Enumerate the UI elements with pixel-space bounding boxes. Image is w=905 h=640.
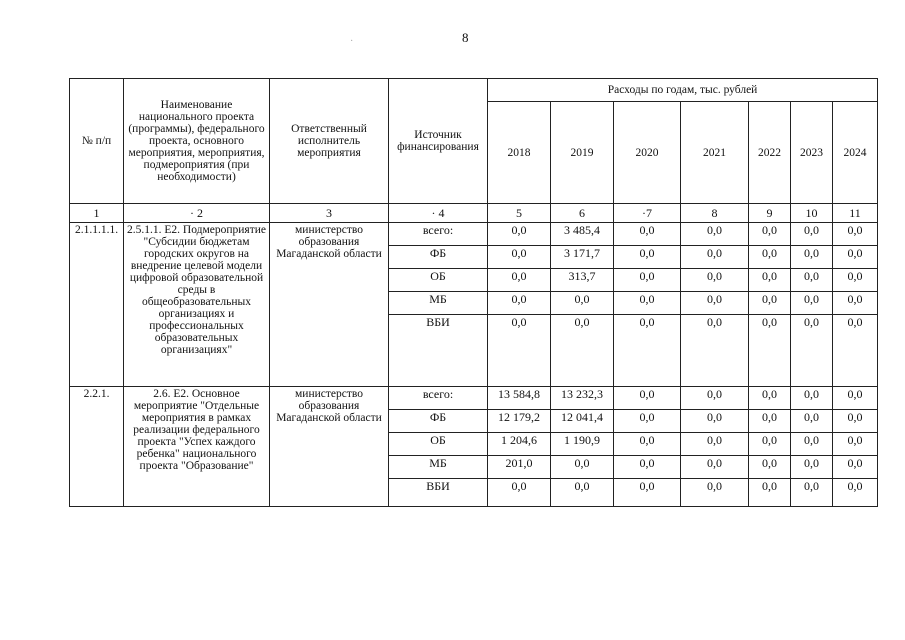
funding-source: ВБИ	[389, 315, 488, 387]
amount-cell: 313,7	[551, 269, 614, 292]
amount-cell: 0,0	[488, 246, 551, 269]
amount-cell: 0,0	[681, 387, 749, 410]
amount-cell: 0,0	[791, 315, 833, 387]
column-number: 8	[681, 204, 749, 223]
amount-cell: 0,0	[833, 269, 878, 292]
page-number: 8	[462, 30, 469, 45]
column-number: 1	[70, 204, 124, 223]
row-responsible: министерство образования Магаданской области	[270, 223, 389, 387]
amount-cell: 0,0	[614, 433, 681, 456]
amount-cell: 0,0	[833, 456, 878, 479]
amount-cell: 0,0	[681, 223, 749, 246]
amount-cell: 3 171,7	[551, 246, 614, 269]
amount-cell: 0,0	[681, 433, 749, 456]
amount-cell: 12 179,2	[488, 410, 551, 433]
header-year-2020: 2020	[614, 102, 681, 204]
header-year-2021: 2021	[681, 102, 749, 204]
amount-cell: 0,0	[681, 410, 749, 433]
amount-cell: 0,0	[614, 315, 681, 387]
amount-cell: 0,0	[791, 292, 833, 315]
header-name: Наименование национального проекта (программы), федерального проекта, основного мероприятия, мероприятия, подмероприятия (при необходимости)	[124, 79, 270, 204]
row-responsible: министерство образования Магаданской области	[270, 387, 389, 507]
scan-speck: ·	[350, 36, 354, 47]
amount-cell: 12 041,4	[551, 410, 614, 433]
amount-cell: 0,0	[551, 315, 614, 387]
amount-cell: 0,0	[749, 410, 791, 433]
column-number: 9	[749, 204, 791, 223]
amount-cell: 0,0	[833, 410, 878, 433]
amount-cell: 0,0	[614, 387, 681, 410]
amount-cell: 0,0	[681, 246, 749, 269]
amount-cell: 0,0	[488, 315, 551, 387]
column-number: · 2	[124, 204, 270, 223]
column-number: 3	[270, 204, 389, 223]
column-number: 6	[551, 204, 614, 223]
column-number-row	[70, 204, 878, 223]
column-number: 10	[791, 204, 833, 223]
amount-cell: 0,0	[749, 387, 791, 410]
amount-cell: 0,0	[833, 387, 878, 410]
amount-cell: 1 204,6	[488, 433, 551, 456]
amount-cell: 13 584,8	[488, 387, 551, 410]
amount-cell: 0,0	[749, 292, 791, 315]
amount-cell: 0,0	[681, 479, 749, 507]
funding-source: ОБ	[389, 269, 488, 292]
amount-cell: 0,0	[749, 479, 791, 507]
header-year-2024: 2024	[833, 102, 878, 204]
amount-cell: 0,0	[791, 223, 833, 246]
column-number: 11	[833, 204, 878, 223]
header-year-2018: 2018	[488, 102, 551, 204]
amount-cell: 0,0	[614, 246, 681, 269]
amount-cell: 0,0	[681, 315, 749, 387]
amount-cell: 0,0	[791, 246, 833, 269]
amount-cell: 0,0	[749, 315, 791, 387]
amount-cell: 201,0	[488, 456, 551, 479]
header-source: Источник финансирования	[389, 79, 488, 204]
funding-source: ФБ	[389, 410, 488, 433]
funding-source: ОБ	[389, 433, 488, 456]
financing-table	[69, 78, 878, 507]
amount-cell: 0,0	[614, 479, 681, 507]
amount-cell: 0,0	[833, 315, 878, 387]
amount-cell: 3 485,4	[551, 223, 614, 246]
row-name: 2.5.1.1. Е2. Подмероприятие "Субсидии бюджетам городских округов на внедрение целевой модели цифровой образовательной среды в общеобразовательных организациях и профессиональных образовательных организациях"	[124, 223, 270, 387]
column-number: · 4	[389, 204, 488, 223]
amount-cell: 0,0	[791, 269, 833, 292]
table-row	[70, 387, 878, 410]
header-year-2019: 2019	[551, 102, 614, 204]
amount-cell: 0,0	[833, 223, 878, 246]
row-number: 2.2.1.	[70, 387, 124, 507]
amount-cell: 0,0	[681, 292, 749, 315]
header-year-2022: 2022	[749, 102, 791, 204]
amount-cell: 0,0	[614, 269, 681, 292]
amount-cell: 0,0	[614, 410, 681, 433]
amount-cell: 0,0	[791, 410, 833, 433]
amount-cell: 0,0	[614, 223, 681, 246]
amount-cell: 0,0	[791, 479, 833, 507]
funding-source: всего:	[389, 387, 488, 410]
funding-source: ВБИ	[389, 479, 488, 507]
amount-cell: 13 232,3	[551, 387, 614, 410]
amount-cell: 0,0	[681, 456, 749, 479]
header-expenses-group: Расходы по годам, тыс. рублей	[488, 79, 878, 102]
amount-cell: 0,0	[791, 433, 833, 456]
amount-cell: 0,0	[833, 479, 878, 507]
row-name: 2.6. Е2. Основное мероприятие "Отдельные мероприятия в рамках реализации федерального проекта "Успех каждого ребенка" национального проекта "Образование"	[124, 387, 270, 507]
header-responsible: Ответственный исполнитель мероприятия	[270, 79, 389, 204]
amount-cell: 0,0	[791, 387, 833, 410]
amount-cell: 0,0	[749, 246, 791, 269]
amount-cell: 0,0	[488, 223, 551, 246]
table-row	[70, 223, 878, 246]
amount-cell: 0,0	[749, 269, 791, 292]
amount-cell: 0,0	[488, 292, 551, 315]
amount-cell: 0,0	[551, 292, 614, 315]
amount-cell: 0,0	[488, 269, 551, 292]
amount-cell: 0,0	[791, 456, 833, 479]
funding-source: ФБ	[389, 246, 488, 269]
amount-cell: 0,0	[551, 479, 614, 507]
amount-cell: 1 190,9	[551, 433, 614, 456]
amount-cell: 0,0	[749, 433, 791, 456]
column-number: 5	[488, 204, 551, 223]
header-num: № п/п	[70, 79, 124, 204]
column-number: ·7	[614, 204, 681, 223]
funding-source: МБ	[389, 292, 488, 315]
amount-cell: 0,0	[833, 433, 878, 456]
amount-cell: 0,0	[551, 456, 614, 479]
amount-cell: 0,0	[681, 269, 749, 292]
amount-cell: 0,0	[749, 456, 791, 479]
funding-source: МБ	[389, 456, 488, 479]
amount-cell: 0,0	[833, 246, 878, 269]
funding-source: всего:	[389, 223, 488, 246]
amount-cell: 0,0	[614, 456, 681, 479]
header-row-top	[70, 79, 878, 102]
amount-cell: 0,0	[614, 292, 681, 315]
amount-cell: 0,0	[833, 292, 878, 315]
amount-cell: 0,0	[749, 223, 791, 246]
amount-cell: 0,0	[488, 479, 551, 507]
header-year-2023: 2023	[791, 102, 833, 204]
row-number: 2.1.1.1.1.	[70, 223, 124, 387]
